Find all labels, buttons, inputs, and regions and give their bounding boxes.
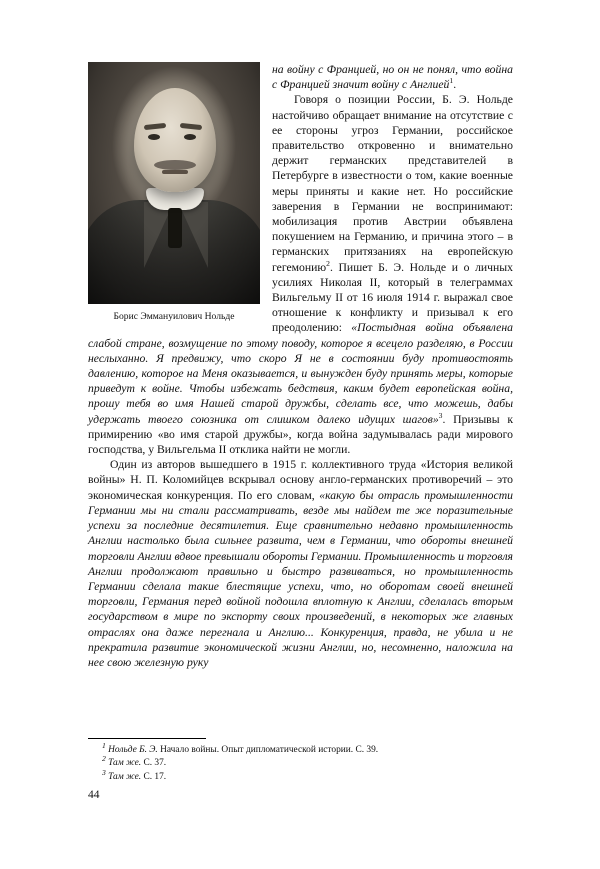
paragraph-2-quote: «Постыдная война объявлена слабой стране, возмущение по этому поводу, которое я всецело разделяю, в России неслыханно. Я предвижу, что скоро Я не в состоянии буду противостоять давлению, которое на Меня оказывается, и вынужден буду принять меры, которые приведут к войне. Чтобы избежать бедствия, каким будет европейская война, прошу тебя во имя Нашей старой дружбы, сделать все, что можешь, дабы удержать твоего союзника от слишком далеко идущих шагов» [88,321,513,426]
page-content [88,62,513,670]
footnote-ref-3[interactable]: 3 [438,410,443,420]
paragraph-2-run-3: . Призывы к примирению «во имя старой дружбы», когда война задумывалась ради мирового господства, у Вильгельма II отклика найти не могли. [88,412,514,457]
paragraph-1-tail: . [453,78,457,92]
paragraph-3-quote: «какую бы отрасль промышленности Германии мы ни стали рассматривать, везде мы найдем те же поразительные успехи за последние десятилетия. Еще сравнительно недавно промышленность Англии настолько была сильнее развита, чем в Германии, что обороты внешней торговли Англии вдвое превышали обороты Германии. Промышленность и торговля Англии продолжают правильно и быстро развиваться, но промышленность Германии сделала такие блестящие успехи, что, но оборотам своей внешней торговли, Германия перед войной подошла вплотную к Англии, сделалась вторым государством в мире по экспорту своих произведений, в некоторых же главных отраслях она даже перегнала и Англию... Конкуренция, правда, не убила и не прекратила развитие экономической жизни Англии, но, несомненно, наложила на нее свою железную руку [88,488,513,669]
portrait-image [88,62,260,304]
footnote-1-author: Нольде Б. Э. [108,745,161,755]
footnote-1-text: Начало войны. Опыт дипломатической истории. С. 39. [160,745,379,755]
footnote-ref-2[interactable]: 2 [326,258,330,268]
footnote-ref-1[interactable]: 1 [449,76,454,86]
footnote-2 [88,754,513,769]
figure-caption: Борис Эммануилович Нольде [113,311,235,322]
footnote-separator [88,738,206,739]
footnote-3 [88,767,513,783]
footnote-2-marker: 2 [102,754,106,764]
footnote-2-author: Там же. [108,758,144,769]
footnote-2-text: С. 37. [143,758,167,769]
paragraph-2-run-1: Говоря о позиции России, Б. Э. Нольде настойчиво обращает внимание на отсутствие с ее стороны угроз Германии, российское правительство откровенно и внимательно держит германских представителей в Петербурге в известности о том, какие военные меры приняты и какие нет. Но российские заверения в Германии не воспринимают: мобилизация против Австрии объявлена покушением на Германию, и причина этого – в германских притязаниях на европейскую гегемонию [272,93,513,274]
page-number: 44 [88,789,100,801]
footnote-1-marker: 1 [102,740,106,750]
portrait-vignette [88,62,260,304]
paragraph-3 [88,457,513,670]
footnote-3-marker: 3 [102,767,106,777]
figure-portrait [88,62,260,323]
footnotes-block [88,738,513,784]
paragraph-1-italic-run: на войну с Францией, но он не понял, что война с Францией значит войну с Англией [272,63,513,92]
paragraph-2-run-2: . Пишет Б. Э. Нольде и о личных усилиях Николая II, который в телеграммах Вильгельму II от 16 июля 1914 г. выражал свое отношение к конфликту и призывал к его преодолению: [272,260,513,335]
footnote-3-text: С. 17. [143,771,167,782]
footnote-3-author: Там же. [108,771,144,782]
paragraph-3-run-1: Один из авторов вышедшего в 1915 г. коллективного труда «История великой войны» Н. П. Коломийцев вскрывал основу англо-германских противоречий – это экономическая конкуренция. По его словам, [88,458,513,502]
footnote-1 [88,740,513,756]
